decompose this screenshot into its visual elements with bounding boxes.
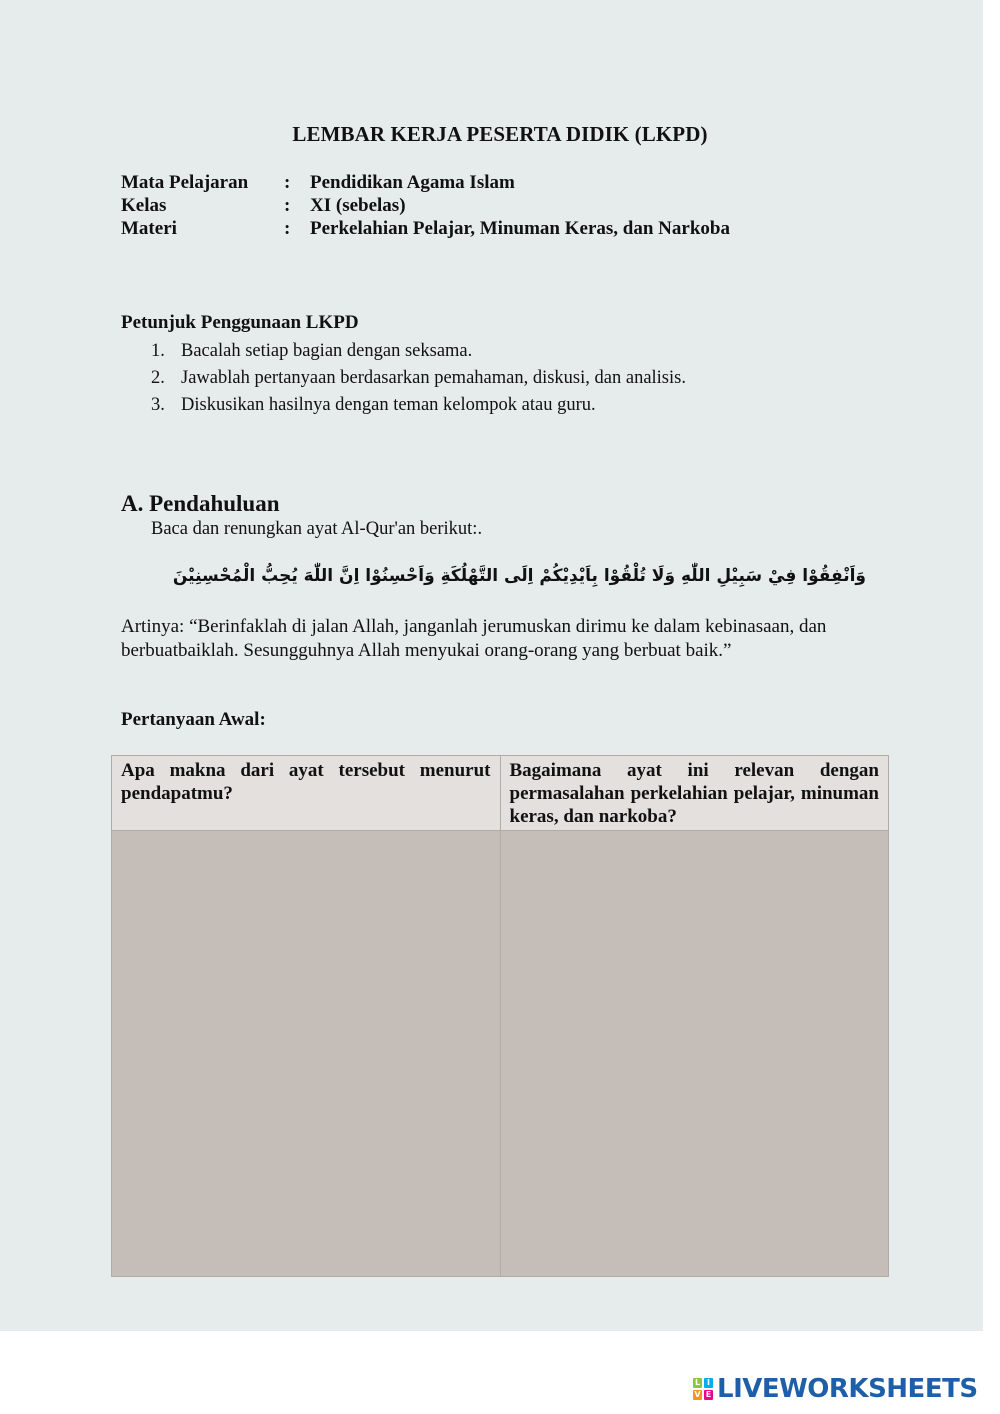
logo-icon-tile: E xyxy=(705,1390,712,1399)
verse-translation: Artinya: “Berinfaklah di jalan Allah, janganlah jerumuskan dirimu ke dalam kebinasaan, dan berbuatbaiklah. Sesungguhnya Allah menyukai orang-orang yang berbuat baik.” xyxy=(121,616,827,661)
answer-area-1[interactable] xyxy=(112,831,500,1276)
logo-icon xyxy=(693,1378,713,1400)
logo-icon-tile: V xyxy=(694,1390,701,1399)
answer-area-2[interactable] xyxy=(501,831,889,1276)
info-value: Pendidikan Agama Islam xyxy=(310,172,515,193)
info-value: Perkelahian Pelajar, Minuman Keras, dan Narkoba xyxy=(310,218,730,239)
table-header-row xyxy=(112,756,889,831)
question-1: Apa makna dari ayat tersebut menurut pendapatmu? xyxy=(112,756,501,831)
questions-title: Pertanyaan Awal: xyxy=(121,709,266,730)
subject-info xyxy=(121,171,730,240)
info-row-subject xyxy=(121,171,730,194)
info-separator: : xyxy=(284,172,291,193)
info-separator: : xyxy=(284,218,291,239)
list-number: 1. xyxy=(151,341,165,361)
info-value: XI (sebelas) xyxy=(310,195,406,216)
quran-verse: وَاَنْفِقُوْا فِيْ سَبِيْلِ اللّٰهِ وَلَا تُلْقُوْا بِاَيْدِيْكُمْ اِلَى التَّهْلُكَةِ وَاَحْسِنُوْا اِنَّ اللّٰهَ يُحِبُّ الْمُحْسِنِيْنَ xyxy=(172,566,866,586)
info-label: Kelas xyxy=(121,195,167,216)
question-2: Bagaimana ayat ini relevan dengan permasalahan perkelahian pelajar, minuman keras, dan narkoba? xyxy=(500,756,889,831)
logo-text: LIVEWORKSHEETS xyxy=(717,1374,978,1404)
question-table xyxy=(111,755,889,1277)
list-number: 2. xyxy=(151,368,165,388)
list-item xyxy=(151,365,686,392)
list-text: Diskusikan hasilnya dengan teman kelompok atau guru. xyxy=(181,395,596,415)
logo-icon-tile: I xyxy=(704,1378,713,1388)
list-text: Jawablah pertanyaan berdasarkan pemahaman, diskusi, dan analisis. xyxy=(181,368,686,388)
liveworksheets-logo[interactable] xyxy=(693,1374,978,1404)
section-heading: A. Pendahuluan xyxy=(121,491,280,516)
table-row xyxy=(112,831,889,1277)
logo-icon-tile: L xyxy=(694,1378,701,1387)
instructions-title: Petunjuk Penggunaan LKPD xyxy=(121,312,359,333)
info-label: Mata Pelajaran xyxy=(121,172,249,193)
info-label: Materi xyxy=(121,218,177,239)
info-row-material xyxy=(121,217,730,240)
list-item xyxy=(151,392,686,419)
page-title: LEMBAR KERJA PESERTA DIDIK (LKPD) xyxy=(292,122,708,146)
instructions-list xyxy=(151,338,686,419)
answer-cell-1[interactable] xyxy=(112,831,501,1277)
list-item xyxy=(151,338,686,365)
info-row-class xyxy=(121,194,730,217)
section-intro: Baca dan renungkan ayat Al-Qur'an berikut:. xyxy=(151,519,483,539)
info-separator: : xyxy=(284,195,291,216)
answer-cell-2[interactable] xyxy=(500,831,889,1277)
list-text: Bacalah setiap bagian dengan seksama. xyxy=(181,341,473,361)
list-number: 3. xyxy=(151,395,165,415)
